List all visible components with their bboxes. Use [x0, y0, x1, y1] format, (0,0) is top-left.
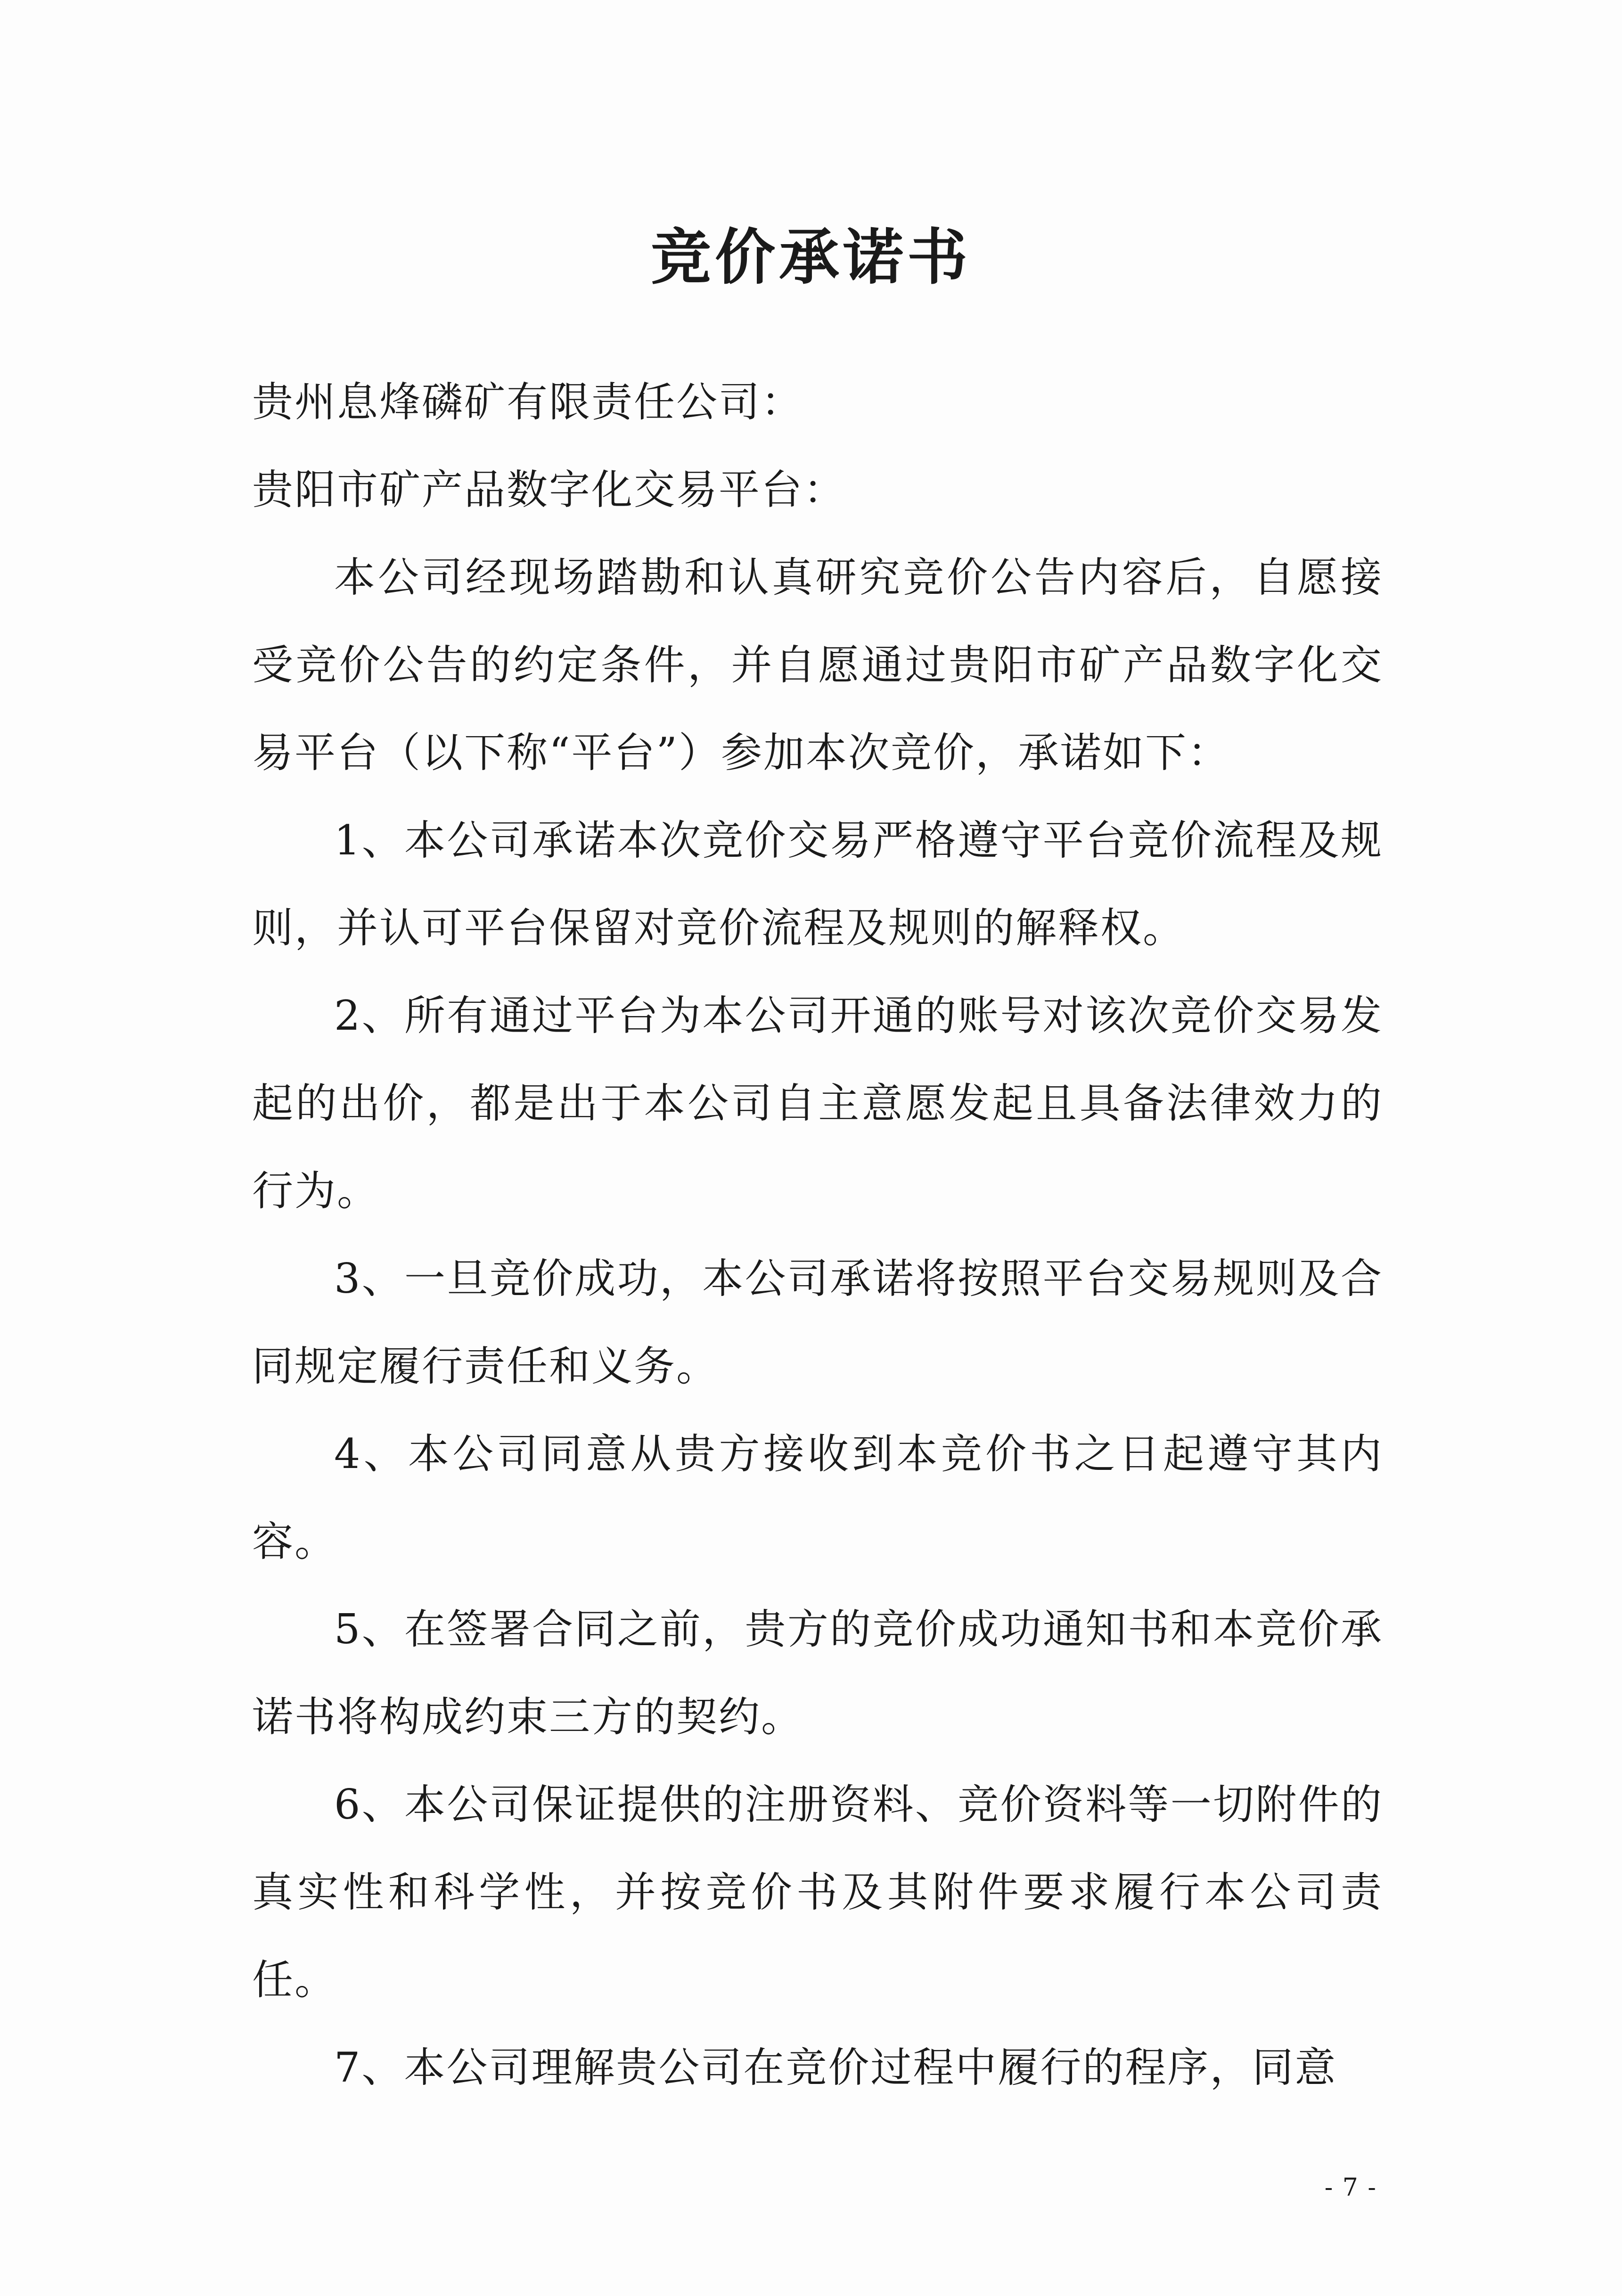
clause-1: 1、本公司承诺本次竞价交易严格遵守平台竞价流程及规则，并认可平台保留对竞价流程及规则的解释权。	[252, 816, 1383, 952]
document-body	[252, 358, 1383, 2111]
addressee-2: 贵阳市矿产品数字化交易平台：	[252, 466, 846, 514]
intro-paragraph: 本公司经现场踏勘和认真研究竞价公告内容后，自愿接受竞价公告的约定条件，并自愿通过贵阳市矿产品数字化交易平台（以下称“平台”）参加本次竞价，承诺如下：	[252, 553, 1383, 777]
clause-7: 7、本公司理解贵公司在竞价过程中履行的程序，同意	[334, 2043, 1337, 2091]
clause-5: 5、在签署合同之前，贵方的竞价成功通知书和本竞价承诺书将构成约束三方的契约。	[252, 1605, 1383, 1741]
clause-3: 3、一旦竞价成功，本公司承诺将按照平台交易规则及合同规定履行责任和义务。	[252, 1255, 1383, 1390]
clause-2: 2、所有通过平台为本公司开通的账号对该次竞价交易发起的出价，都是出于本公司自主意愿发起且具备法律效力的行为。	[252, 992, 1383, 1215]
clause-6: 6、本公司保证提供的注册资料、竞价资料等一切附件的真实性和科学性，并按竞价书及其附件要求履行本公司责任。	[252, 1780, 1383, 2004]
addressee-1: 贵州息烽磷矿有限责任公司：	[252, 378, 803, 426]
clause-4: 4、本公司同意从贵方接收到本竞价书之日起遵守其内容。	[252, 1430, 1383, 1566]
page-number: - 7 -	[1324, 2173, 1377, 2202]
document-title: 竞价承诺书	[650, 221, 971, 293]
